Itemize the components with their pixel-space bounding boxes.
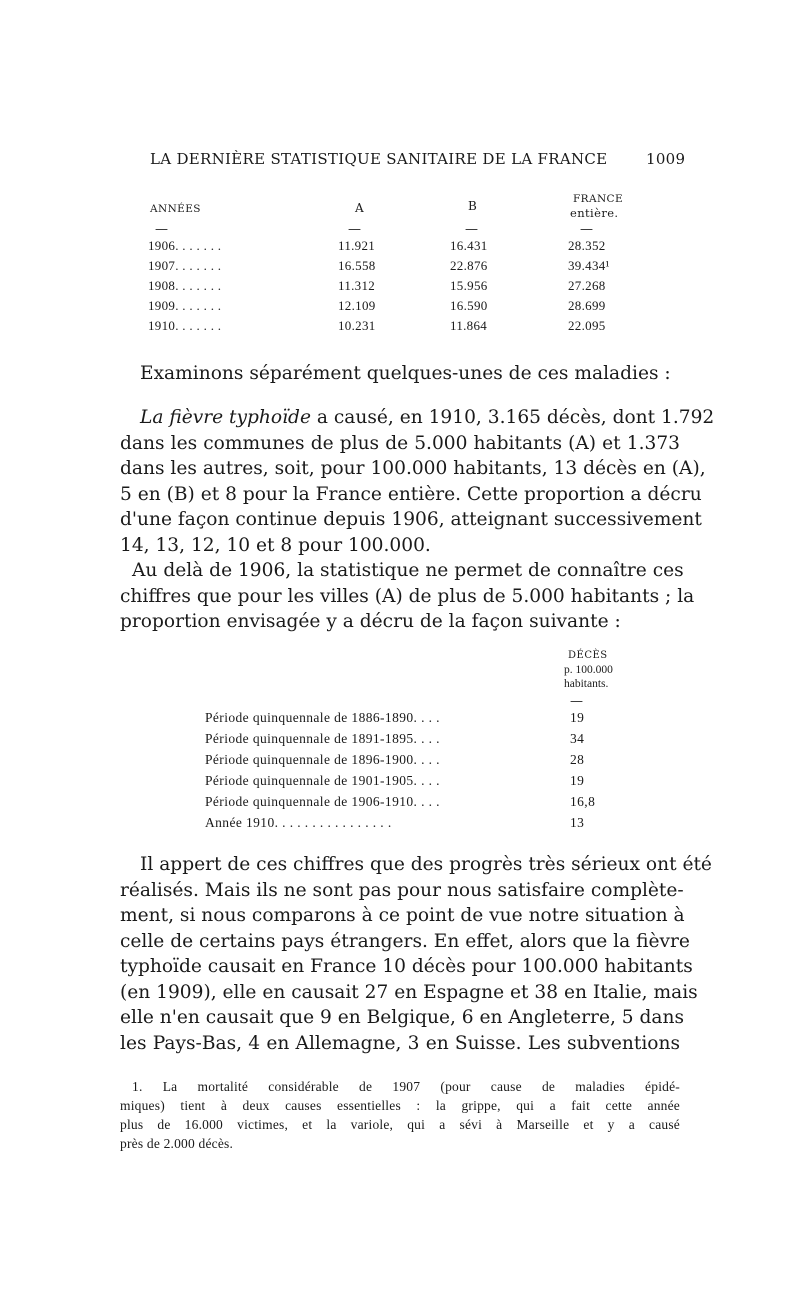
row-label: Période quinquennale de 1906-1910. . . . (205, 794, 440, 809)
text-line: réalisés. Mais ils ne sont pas pour nous satisfaire complète- (120, 879, 684, 901)
cell-a: 11.921 (338, 238, 376, 253)
cell-france: 39.434¹ (568, 258, 610, 273)
text-line: typhoïde causait en France 10 décès pour 100.000 habitants (120, 956, 693, 977)
text-line: dans les communes de plus de 5.000 habitants (A) et 1.373 (120, 432, 680, 454)
row-label: Période quinquennale de 1886-1890. . . . (205, 710, 440, 725)
paragraph-beyond-1906 (120, 558, 695, 635)
row-label: Période quinquennale de 1891-1895. . . . (205, 731, 440, 746)
cell-year: 1907. . . . . . . (148, 258, 222, 273)
text-line: proportion envisagée y a décru de la façon suivante : (120, 611, 621, 632)
text-line: 5 en (B) et 8 pour la France entière. Cette proportion a décru (120, 483, 702, 505)
row-value: 16,8 (570, 794, 596, 809)
row-value: 28 (570, 752, 585, 767)
cell-b: 16.590 (450, 298, 488, 313)
cell-b: 22.876 (450, 258, 488, 273)
row-label: Année 1910. . . . . . . . . . . . . . . . (205, 815, 392, 830)
col-header-per: p. 100.000 (564, 664, 613, 676)
row-value: 34 (570, 731, 585, 746)
row-value: 19 (570, 773, 585, 788)
cell-b: 16.431 (450, 238, 488, 253)
col-header-annees: ANNÉES (150, 203, 201, 215)
col-dash: — (348, 222, 361, 237)
text-line: La fièvre typhoïde a causé, en 1910, 3.165 décès, dont 1.792 (140, 407, 715, 428)
text-line: ment, si nous comparons à ce point de vue notre situation à (120, 905, 685, 926)
cell-france: 22.095 (568, 318, 606, 333)
cell-year: 1908. . . . . . . (148, 278, 222, 293)
text-line: elle n'en causait que 9 en Belgique, 6 en Angleterre, 5 dans (120, 1007, 685, 1028)
col-dash: — (155, 222, 168, 237)
text-line: Au delà de 1906, la statistique ne permet de connaître ces (132, 560, 684, 581)
col-header-a: A (355, 201, 365, 215)
text-line: d'une façon continue depuis 1906, atteignant successivement (120, 509, 702, 530)
italic-term: La fièvre typhoïde (140, 407, 311, 428)
col-header-deces: DÉCÈS (568, 650, 608, 661)
text-line: Il appert de ces chiffres que des progrès très sérieux ont été (140, 854, 712, 875)
cell-year: 1910. . . . . . . (148, 318, 222, 333)
cell-a: 16.558 (338, 258, 376, 273)
col-header-b: B (468, 199, 478, 213)
col-dash: — (465, 222, 478, 237)
col-dash: — (570, 694, 583, 709)
row-label: Période quinquennale de 1901-1905. . . . (205, 773, 440, 788)
row-value: 13 (570, 815, 585, 830)
col-header-habitants: habitants. (564, 678, 609, 690)
row-value: 19 (570, 710, 585, 725)
cell-year: 1909. . . . . . . (148, 298, 222, 313)
cell-a: 10.231 (338, 318, 376, 333)
footnote-line: plus de 16.000 victimes, et la variole, qui a sévi à Marseille et y a causé (120, 1117, 680, 1132)
header-title: LA DERNIÈRE STATISTIQUE SANITAIRE DE LA FRANCE (150, 150, 608, 168)
text-line: celle de certains pays étrangers. En effet, alors que la fièvre (120, 930, 690, 952)
row-label: Période quinquennale de 1896-1900. . . . (205, 752, 440, 767)
cell-b: 15.956 (450, 278, 488, 293)
intro-sentence: Examinons séparément quelques-unes de ces maladies : (140, 363, 671, 384)
cell-year: 1906. . . . . . . (148, 238, 222, 253)
cell-france: 28.699 (568, 298, 606, 313)
text-line: 14, 13, 12, 10 et 8 pour 100.000. (120, 534, 431, 556)
footnote-line: près de 2.000 décès. (120, 1136, 234, 1151)
running-header (150, 150, 607, 168)
page-number: 1009 (646, 150, 686, 168)
text-line: chiffres que pour les villes (A) de plus de 5.000 habitants ; la (120, 585, 695, 607)
col-header-france: FRANCE (573, 193, 624, 205)
paragraph-progress (120, 852, 712, 1056)
col-dash: — (580, 222, 593, 237)
cell-b: 11.864 (450, 318, 488, 333)
footnote-line: 1. La mortalité considérable de 1907 (pour cause de maladies épidé- (132, 1079, 680, 1094)
text-line: les Pays-Bas, 4 en Allemagne, 3 en Suisse. Les subventions (120, 1032, 680, 1054)
cell-a: 11.312 (338, 278, 376, 293)
cell-france: 27.268 (568, 278, 606, 293)
text-line: dans les autres, soit, pour 100.000 habitants, 13 décès en (A), (120, 458, 706, 479)
cell-france: 28.352 (568, 238, 606, 253)
col-header-france-sub: entière. (570, 206, 619, 220)
text-line: (en 1909), elle en causait 27 en Espagne et 38 en Italie, mais (120, 981, 698, 1003)
cell-a: 12.109 (338, 298, 376, 313)
paragraph-typhoid (120, 405, 715, 558)
footnote (120, 1077, 680, 1153)
footnote-line: miques) tient à deux causes essentielles : la grippe, qui a fait cette année (120, 1098, 680, 1113)
